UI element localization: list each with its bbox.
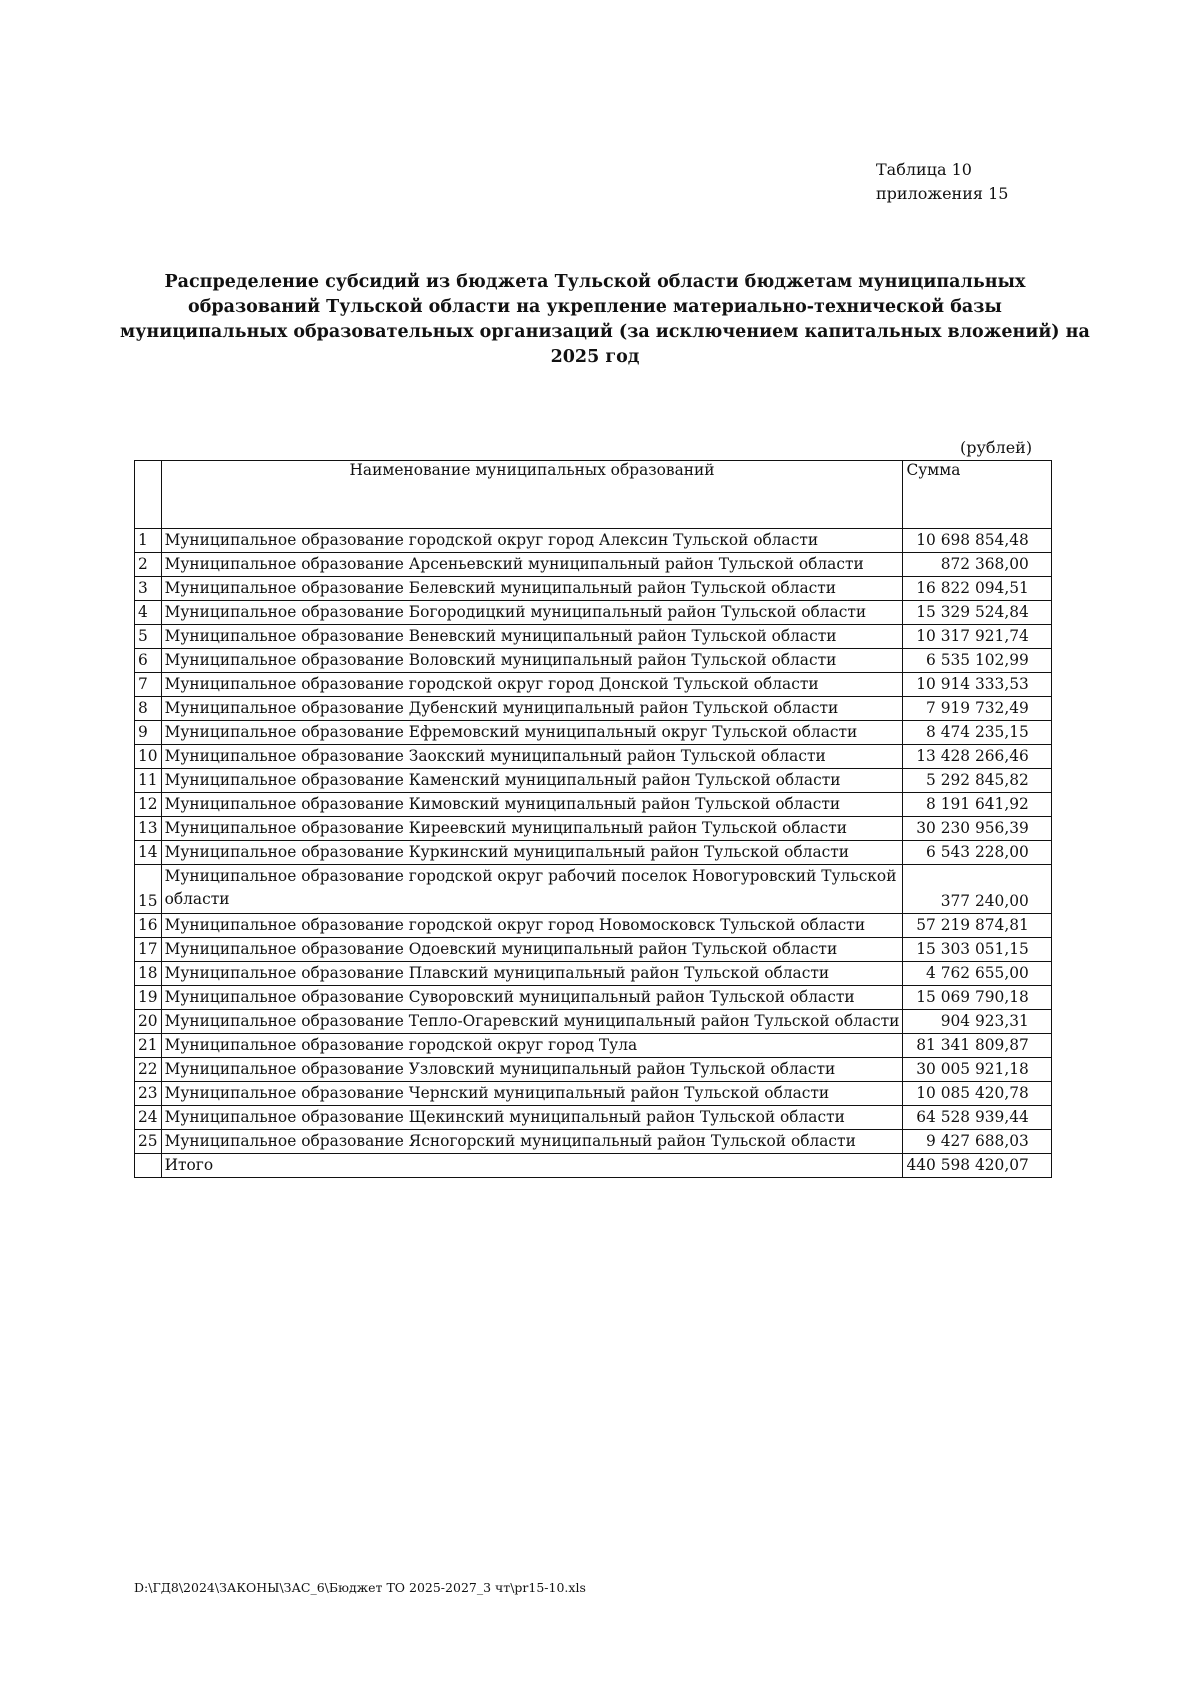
table-header-row: [135, 461, 1052, 529]
total-row: [135, 1154, 1052, 1178]
table-row: [135, 745, 1052, 769]
row-number-cell: 22: [135, 1058, 162, 1082]
table-row: [135, 1130, 1052, 1154]
row-name-cell: Муниципальное образование Узловский муниципальный район Тульской области: [161, 1058, 903, 1082]
table-row: [135, 697, 1052, 721]
row-number-cell: 25: [135, 1130, 162, 1154]
row-sum-cell: 6 535 102,99: [903, 649, 1051, 673]
row-sum-cell: 8 474 235,15: [903, 721, 1051, 745]
row-number-cell: 5: [135, 625, 162, 649]
row-number-cell: 8: [135, 697, 162, 721]
row-sum-cell: 872 368,00: [903, 553, 1051, 577]
row-sum-cell: 904 923,31: [903, 1010, 1051, 1034]
document-title: [120, 270, 1090, 370]
table-row: [135, 865, 1052, 914]
row-name-cell: Муниципальное образование Ясногорский муниципальный район Тульской области: [161, 1130, 903, 1154]
table-row: [135, 625, 1052, 649]
row-name-cell: Муниципальное образование Плавский муниципальный район Тульской области: [161, 962, 903, 986]
title-line: Распределение субсидий из бюджета Тульской области бюджетам муниципальных: [164, 272, 1026, 292]
row-name-cell: Муниципальное образование Дубенский муниципальный район Тульской области: [161, 697, 903, 721]
table-row: [135, 817, 1052, 841]
table-label: Таблица 10: [876, 160, 972, 179]
table-row: [135, 769, 1052, 793]
unit-label: (рублей): [960, 438, 1033, 457]
title-line: образований Тульской области на укрепление материально-технической базы: [188, 297, 1002, 317]
table-row: [135, 1010, 1052, 1034]
table-row: [135, 793, 1052, 817]
row-sum-cell: 57 219 874,81: [903, 914, 1051, 938]
table-row: [135, 986, 1052, 1010]
row-name-cell: Муниципальное образование Чернский муниципальный район Тульской области: [161, 1082, 903, 1106]
table-row: [135, 1082, 1052, 1106]
row-number-cell: 3: [135, 577, 162, 601]
row-sum-cell: 81 341 809,87: [903, 1034, 1051, 1058]
row-sum-cell: 10 085 420,78: [903, 1082, 1051, 1106]
row-name-cell: Муниципальное образование Воловский муниципальный район Тульской области: [161, 649, 903, 673]
row-name-cell: Муниципальное образование Суворовский муниципальный район Тульской области: [161, 986, 903, 1010]
table-row: [135, 553, 1052, 577]
row-sum-cell: 377 240,00: [903, 865, 1051, 914]
table-row: [135, 914, 1052, 938]
row-name-cell: Муниципальное образование Киреевский муниципальный район Тульской области: [161, 817, 903, 841]
row-sum-cell: 10 317 921,74: [903, 625, 1051, 649]
file-path-footer: D:\ГД8\2024\ЗАКОНЫ\ЗАС_6\Бюджет ТО 2025-2027_3 чт\pr15-10.xls: [134, 1580, 586, 1595]
row-number-cell: 17: [135, 938, 162, 962]
row-name-cell: Муниципальное образование Тепло-Огаревский муниципальный район Тульской области: [161, 1010, 903, 1034]
row-sum-cell: 16 822 094,51: [903, 577, 1051, 601]
row-name-cell: Муниципальное образование Заокский муниципальный район Тульской области: [161, 745, 903, 769]
row-sum-cell: 10 914 333,53: [903, 673, 1051, 697]
row-number-cell: 21: [135, 1034, 162, 1058]
row-number-cell: 23: [135, 1082, 162, 1106]
row-sum-cell: 15 329 524,84: [903, 601, 1051, 625]
row-name-cell: Муниципальное образование городской округ рабочий поселок Новогуровский Тульской области: [161, 865, 903, 914]
row-number-cell: 24: [135, 1106, 162, 1130]
row-number-cell: 4: [135, 601, 162, 625]
header-num-cell: [135, 461, 162, 529]
row-sum-cell: 13 428 266,46: [903, 745, 1051, 769]
row-number-cell: 9: [135, 721, 162, 745]
subsidy-table: [134, 460, 1052, 1178]
row-sum-cell: 7 919 732,49: [903, 697, 1051, 721]
table-body: [135, 529, 1052, 1154]
row-name-cell: Муниципальное образование городской округ город Донской Тульской области: [161, 673, 903, 697]
row-name-cell: Муниципальное образование Кимовский муниципальный район Тульской области: [161, 793, 903, 817]
row-sum-cell: 5 292 845,82: [903, 769, 1051, 793]
row-number-cell: 2: [135, 553, 162, 577]
appendix-label: приложения 15: [876, 184, 1009, 203]
table-row: [135, 938, 1052, 962]
row-number-cell: 18: [135, 962, 162, 986]
table-row: [135, 1106, 1052, 1130]
table-row: [135, 1058, 1052, 1082]
row-number-cell: 15: [135, 865, 162, 914]
row-number-cell: 13: [135, 817, 162, 841]
table-row: [135, 601, 1052, 625]
table-row: [135, 529, 1052, 553]
row-name-cell: Муниципальное образование Богородицкий муниципальный район Тульской области: [161, 601, 903, 625]
row-name-cell: Муниципальное образование Веневский муниципальный район Тульской области: [161, 625, 903, 649]
row-name-cell: Муниципальное образование Каменский муниципальный район Тульской области: [161, 769, 903, 793]
row-sum-cell: 15 303 051,15: [903, 938, 1051, 962]
total-sum-cell: 440 598 420,07: [903, 1154, 1051, 1178]
header-sum-cell: Сумма: [903, 461, 1051, 529]
row-number-cell: 7: [135, 673, 162, 697]
row-name-cell: Муниципальное образование Арсеньевский муниципальный район Тульской области: [161, 553, 903, 577]
header-name-cell: Наименование муниципальных образований: [161, 461, 903, 529]
row-number-cell: 16: [135, 914, 162, 938]
row-name-cell: Муниципальное образование Одоевский муниципальный район Тульской области: [161, 938, 903, 962]
row-name-cell: Муниципальное образование Куркинский муниципальный район Тульской области: [161, 841, 903, 865]
row-name-cell: Муниципальное образование Щекинский муниципальный район Тульской области: [161, 1106, 903, 1130]
table-row: [135, 721, 1052, 745]
row-number-cell: 1: [135, 529, 162, 553]
row-number-cell: 10: [135, 745, 162, 769]
title-line: 2025 год: [550, 347, 640, 367]
table-row: [135, 841, 1052, 865]
row-sum-cell: 9 427 688,03: [903, 1130, 1051, 1154]
row-sum-cell: 15 069 790,18: [903, 986, 1051, 1010]
row-name-cell: Муниципальное образование Белевский муниципальный район Тульской области: [161, 577, 903, 601]
row-sum-cell: 10 698 854,48: [903, 529, 1051, 553]
row-number-cell: 14: [135, 841, 162, 865]
table-row: [135, 962, 1052, 986]
row-name-cell: Муниципальное образование Ефремовский муниципальный округ Тульской области: [161, 721, 903, 745]
table-row: [135, 577, 1052, 601]
row-sum-cell: 30 005 921,18: [903, 1058, 1051, 1082]
row-sum-cell: 30 230 956,39: [903, 817, 1051, 841]
row-sum-cell: 6 543 228,00: [903, 841, 1051, 865]
title-line: муниципальных образовательных организаций (за исключением капитальных вложений) на: [120, 322, 1090, 342]
table-row: [135, 649, 1052, 673]
row-name-cell: Муниципальное образование городской округ город Алексин Тульской области: [161, 529, 903, 553]
table-row: [135, 673, 1052, 697]
row-number-cell: 11: [135, 769, 162, 793]
row-name-cell: Муниципальное образование городской округ город Новомосковск Тульской области: [161, 914, 903, 938]
row-sum-cell: 4 762 655,00: [903, 962, 1051, 986]
row-number-cell: 19: [135, 986, 162, 1010]
row-number-cell: 20: [135, 1010, 162, 1034]
table-row: [135, 1034, 1052, 1058]
total-label-cell: Итого: [161, 1154, 903, 1178]
appendix-note: [876, 158, 1008, 206]
row-sum-cell: 8 191 641,92: [903, 793, 1051, 817]
total-num-cell: [135, 1154, 162, 1178]
row-name-cell: Муниципальное образование городской округ город Тула: [161, 1034, 903, 1058]
row-number-cell: 12: [135, 793, 162, 817]
row-number-cell: 6: [135, 649, 162, 673]
row-sum-cell: 64 528 939,44: [903, 1106, 1051, 1130]
